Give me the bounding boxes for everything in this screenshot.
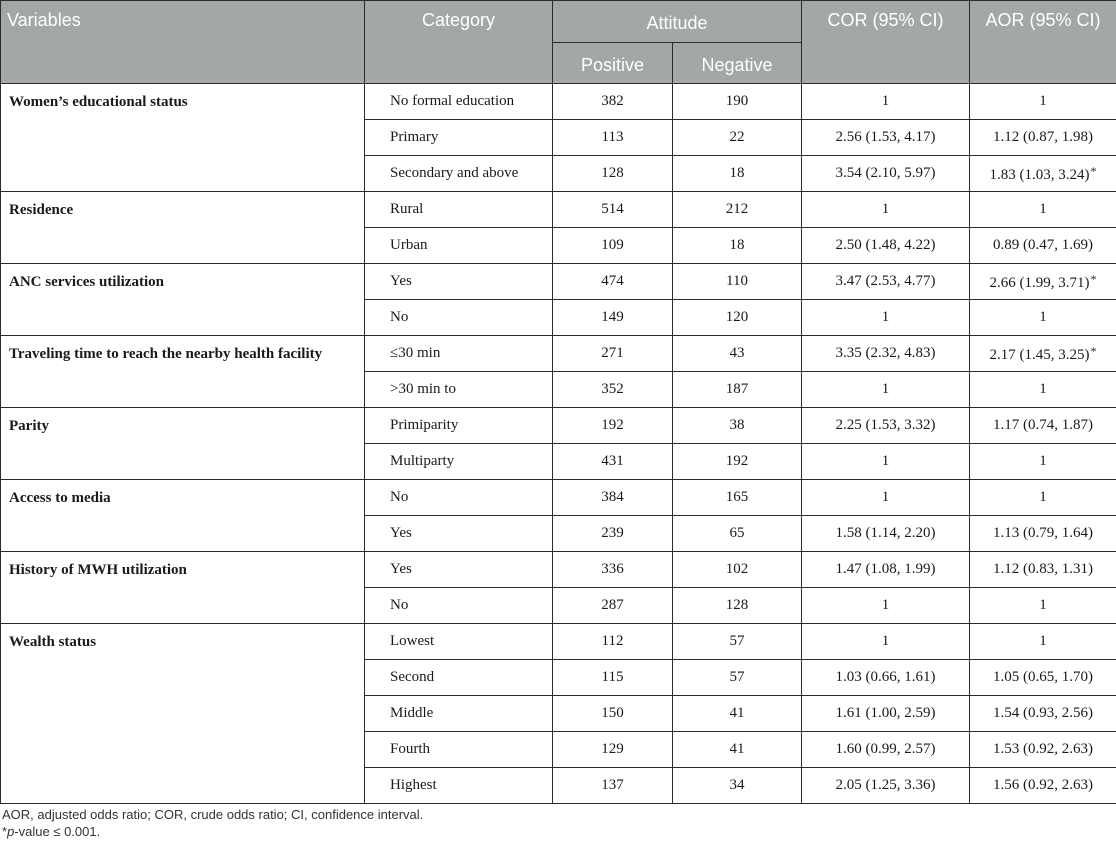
- cor-cell: [802, 120, 970, 156]
- aor-cell-value: 1.53 (0.92, 2.63): [993, 741, 1094, 757]
- cor-cell: [802, 624, 970, 660]
- negative-count-cell-value: 43: [729, 345, 745, 361]
- category-cell: [365, 192, 553, 228]
- positive-count-cell: [553, 444, 673, 480]
- aor-cell-value: 1.12 (0.83, 1.31): [993, 561, 1094, 577]
- aor-cell-value: 1: [1039, 381, 1047, 397]
- positive-count-cell: [553, 84, 673, 120]
- negative-count-cell-value: 41: [729, 705, 745, 721]
- variable-name: ANC services utilization: [1, 264, 365, 336]
- category-cell-value: No formal education: [390, 93, 515, 109]
- category-cell: [365, 84, 553, 120]
- category-cell: [365, 444, 553, 480]
- positive-count-cell-value: 384: [601, 489, 624, 505]
- positive-count-cell: [553, 336, 673, 372]
- negative-count-cell-value: 22: [729, 129, 745, 145]
- variable-name: History of MWH utilization: [1, 552, 365, 624]
- cor-cell-value: 2.56 (1.53, 4.17): [835, 129, 936, 145]
- aor-cell: [970, 372, 1116, 408]
- negative-count-cell: [673, 120, 802, 156]
- negative-count-cell-value: 192: [725, 453, 749, 469]
- category-cell: [365, 768, 553, 804]
- cor-cell: [802, 444, 970, 480]
- cor-cell-value: 1.60 (0.99, 2.57): [835, 741, 936, 757]
- positive-count-cell-value: 137: [601, 777, 624, 793]
- positive-count-cell: [553, 696, 673, 732]
- category-cell: [365, 408, 553, 444]
- cor-cell-value: 3.54 (2.10, 5.97): [835, 165, 936, 181]
- cor-cell: [802, 768, 970, 804]
- positive-count-cell: [553, 660, 673, 696]
- significance-marker: *: [1090, 343, 1097, 358]
- cor-cell: [802, 516, 970, 552]
- positive-count-cell: [553, 732, 673, 768]
- cor-cell-value: 1: [881, 309, 890, 325]
- significance-marker: *: [1090, 163, 1097, 178]
- positive-count-cell-value: 192: [601, 417, 624, 433]
- significance-text: -value ≤ 0.001.: [14, 824, 101, 839]
- positive-count-cell-value: 115: [601, 669, 624, 685]
- negative-count-cell-value: 57: [729, 633, 745, 649]
- negative-count-cell-value: 65: [729, 525, 745, 541]
- category-cell: [365, 228, 553, 264]
- category-cell-value: Lowest: [390, 633, 435, 649]
- aor-cell-value: 1.54 (0.93, 2.56): [993, 705, 1094, 721]
- significance-marker: *: [1090, 271, 1097, 286]
- positive-count-cell: [553, 516, 673, 552]
- aor-cell: [970, 156, 1116, 192]
- variable-name: Women’s educational status: [1, 84, 365, 192]
- negative-count-cell: [673, 768, 802, 804]
- aor-cell: [970, 696, 1116, 732]
- category-cell: [365, 264, 553, 300]
- header-category: Category: [365, 1, 553, 84]
- negative-count-cell: [673, 336, 802, 372]
- category-cell-value: Second: [390, 669, 435, 685]
- positive-count-cell: [553, 768, 673, 804]
- cor-cell-value: 2.05 (1.25, 3.36): [835, 777, 936, 793]
- negative-count-cell: [673, 300, 802, 336]
- header-cor: COR (95% CI): [802, 1, 970, 84]
- cor-cell-value: 1: [881, 201, 890, 217]
- positive-count-cell-value: 382: [601, 93, 624, 109]
- category-cell: [365, 516, 553, 552]
- positive-count-cell: [553, 588, 673, 624]
- positive-count-cell-value: 109: [601, 237, 624, 253]
- category-cell-value: Rural: [390, 201, 424, 217]
- negative-count-cell-value: 187: [725, 381, 749, 397]
- positive-count-cell-value: 239: [601, 525, 624, 541]
- positive-count-cell: [553, 228, 673, 264]
- cor-cell-value: 1: [881, 597, 890, 613]
- aor-cell: [970, 228, 1116, 264]
- variable-name: Parity: [1, 408, 365, 480]
- category-cell-value: Fourth: [390, 741, 431, 757]
- negative-count-cell-value: 41: [729, 741, 745, 757]
- header-attitude: Attitude: [553, 1, 802, 43]
- category-cell-value: No: [390, 597, 409, 613]
- category-cell: [365, 480, 553, 516]
- aor-cell-value: 1: [1039, 597, 1047, 613]
- aor-cell: [970, 480, 1116, 516]
- negative-count-cell: [673, 480, 802, 516]
- negative-count-cell: [673, 192, 802, 228]
- negative-count-cell: [673, 264, 802, 300]
- aor-cell-value: 1.13 (0.79, 1.64): [993, 525, 1094, 541]
- category-cell-value: Multiparty: [390, 453, 455, 469]
- positive-count-cell-value: 336: [601, 561, 624, 577]
- aor-cell: [970, 408, 1116, 444]
- positive-count-cell-value: 113: [601, 129, 624, 145]
- negative-count-cell: [673, 372, 802, 408]
- positive-count-cell-value: 352: [601, 381, 624, 397]
- negative-count-cell-value: 128: [725, 597, 749, 613]
- cor-cell: [802, 408, 970, 444]
- cor-cell-value: 1: [881, 489, 890, 505]
- negative-count-cell: [673, 624, 802, 660]
- category-cell-value: Yes: [390, 561, 412, 577]
- positive-count-cell-value: 431: [601, 453, 624, 469]
- aor-cell: [970, 588, 1116, 624]
- table-row: [1, 552, 1116, 588]
- negative-count-cell: [673, 516, 802, 552]
- aor-cell: [970, 768, 1116, 804]
- category-cell: [365, 732, 553, 768]
- positive-count-cell: [553, 300, 673, 336]
- aor-cell: [970, 300, 1116, 336]
- category-cell: [365, 588, 553, 624]
- positive-count-cell-value: 514: [601, 201, 624, 217]
- positive-count-cell: [553, 372, 673, 408]
- cor-cell: [802, 588, 970, 624]
- positive-count-cell-value: 474: [601, 273, 624, 289]
- negative-count-cell-value: 34: [729, 777, 745, 793]
- negative-count-cell-value: 57: [729, 669, 745, 685]
- table-header: [1, 1, 1116, 84]
- negative-count-cell-value: 110: [726, 273, 748, 289]
- cor-cell-value: 3.47 (2.53, 4.77): [835, 273, 936, 289]
- negative-count-cell-value: 190: [725, 93, 749, 109]
- cor-cell: [802, 660, 970, 696]
- table-body: [1, 84, 1116, 804]
- aor-cell-value: 1.17 (0.74, 1.87): [993, 417, 1094, 433]
- variable-name: Residence: [1, 192, 365, 264]
- category-cell: [365, 696, 553, 732]
- cor-cell-value: 1.58 (1.14, 2.20): [835, 525, 936, 541]
- category-cell-value: Middle: [390, 705, 434, 721]
- negative-count-cell-value: 38: [729, 417, 745, 433]
- positive-count-cell: [553, 552, 673, 588]
- category-cell: [365, 336, 553, 372]
- negative-count-cell-value: 165: [725, 489, 749, 505]
- cor-cell-value: 2.50 (1.48, 4.22): [835, 237, 936, 253]
- table-row: [1, 624, 1116, 660]
- significance-star: *: [2, 824, 8, 839]
- cor-cell: [802, 84, 970, 120]
- cor-cell: [802, 264, 970, 300]
- header-aor: AOR (95% CI): [970, 1, 1116, 84]
- category-cell: [365, 372, 553, 408]
- cor-cell-value: 1.61 (1.00, 2.59): [835, 705, 936, 721]
- negative-count-cell: [673, 408, 802, 444]
- positive-count-cell-value: 150: [601, 705, 624, 721]
- positive-count-cell: [553, 264, 673, 300]
- p-symbol: p: [7, 824, 15, 839]
- category-cell-value: Urban: [390, 237, 428, 253]
- category-cell-value: Highest: [390, 777, 437, 793]
- category-cell: [365, 156, 553, 192]
- positive-count-cell-value: 287: [601, 597, 624, 613]
- aor-cell: [970, 120, 1116, 156]
- table-row: [1, 480, 1116, 516]
- negative-count-cell: [673, 552, 802, 588]
- significance-footnote: [2, 823, 423, 840]
- table-footnotes: [2, 806, 423, 840]
- table-row: [1, 84, 1116, 120]
- header-positive: Positive: [553, 43, 673, 84]
- category-cell: [365, 624, 553, 660]
- positive-count-cell-value: 271: [601, 345, 624, 361]
- aor-cell-value: 1: [1039, 309, 1047, 325]
- positive-count-cell: [553, 192, 673, 228]
- negative-count-cell: [673, 732, 802, 768]
- positive-count-cell-value: 112: [601, 633, 624, 649]
- table-row: [1, 336, 1116, 372]
- aor-cell-value: 1: [1039, 633, 1047, 649]
- aor-cell-value: 1.83 (1.03, 3.24): [989, 166, 1090, 183]
- category-cell-value: Yes: [390, 273, 412, 289]
- positive-count-cell: [553, 408, 673, 444]
- cor-cell: [802, 732, 970, 768]
- positive-count-cell: [553, 480, 673, 516]
- aor-cell: [970, 552, 1116, 588]
- cor-cell-value: 1: [881, 453, 890, 469]
- aor-cell-value: 1: [1039, 93, 1047, 109]
- aor-cell: [970, 732, 1116, 768]
- negative-count-cell: [673, 660, 802, 696]
- cor-cell: [802, 336, 970, 372]
- aor-cell: [970, 264, 1116, 300]
- cor-cell-value: 1: [881, 93, 890, 109]
- aor-cell-value: 1.05 (0.65, 1.70): [993, 669, 1094, 685]
- positive-count-cell: [553, 624, 673, 660]
- cor-cell: [802, 696, 970, 732]
- category-cell-value: Yes: [390, 525, 412, 541]
- cor-cell-value: 1.03 (0.66, 1.61): [835, 669, 936, 685]
- negative-count-cell-value: 102: [725, 561, 749, 577]
- aor-cell: [970, 192, 1116, 228]
- abbreviation-footnote: AOR, adjusted odds ratio; COR, crude odds ratio; CI, confidence interval.: [2, 807, 424, 822]
- negative-count-cell: [673, 444, 802, 480]
- cor-cell: [802, 372, 970, 408]
- variable-name: Access to media: [1, 480, 365, 552]
- category-cell-value: Primiparity: [390, 417, 459, 433]
- cor-cell-value: 3.35 (2.32, 4.83): [835, 345, 936, 361]
- category-cell-value: Primary: [390, 129, 439, 145]
- category-cell-value: No: [390, 489, 409, 505]
- aor-cell-value: 1: [1039, 453, 1047, 469]
- aor-cell-value: 1.12 (0.87, 1.98): [993, 129, 1094, 145]
- positive-count-cell-value: 149: [601, 309, 624, 325]
- aor-cell: [970, 516, 1116, 552]
- header-negative: Negative: [673, 43, 802, 84]
- category-cell: [365, 552, 553, 588]
- cor-cell: [802, 192, 970, 228]
- negative-count-cell: [673, 228, 802, 264]
- category-cell-value: >30 min to: [390, 381, 456, 397]
- negative-count-cell: [673, 696, 802, 732]
- table-row: [1, 264, 1116, 300]
- negative-count-cell-value: 120: [725, 309, 749, 325]
- positive-count-cell-value: 128: [601, 165, 624, 181]
- negative-count-cell-value: 212: [725, 201, 749, 217]
- negative-count-cell: [673, 156, 802, 192]
- category-cell-value: No: [390, 309, 409, 325]
- cor-cell-value: 1.47 (1.08, 1.99): [835, 561, 936, 577]
- aor-cell: [970, 84, 1116, 120]
- aor-cell-value: 2.66 (1.99, 3.71): [989, 274, 1090, 291]
- table-row: [1, 408, 1116, 444]
- aor-cell-value: 1.56 (0.92, 2.63): [993, 777, 1094, 793]
- cor-cell: [802, 552, 970, 588]
- variable-name: Wealth status: [1, 624, 365, 804]
- category-cell: [365, 300, 553, 336]
- negative-count-cell: [673, 588, 802, 624]
- positive-count-cell: [553, 156, 673, 192]
- cor-cell: [802, 480, 970, 516]
- positive-count-cell-value: 129: [601, 741, 624, 757]
- aor-cell-value: 0.89 (0.47, 1.69): [993, 237, 1094, 253]
- category-cell-value: ≤30 min: [390, 345, 441, 361]
- table-row: [1, 192, 1116, 228]
- positive-count-cell: [553, 120, 673, 156]
- cor-cell: [802, 228, 970, 264]
- variable-name: Traveling time to reach the nearby health facility: [1, 336, 365, 408]
- aor-cell-value: 1: [1039, 201, 1047, 217]
- header-variables: Variables: [1, 1, 365, 84]
- aor-cell-value: 1: [1039, 489, 1047, 505]
- negative-count-cell-value: 18: [729, 237, 745, 253]
- aor-cell: [970, 660, 1116, 696]
- negative-count-cell-value: 18: [729, 165, 745, 181]
- negative-count-cell: [673, 84, 802, 120]
- aor-cell: [970, 444, 1116, 480]
- aor-cell: [970, 336, 1116, 372]
- aor-cell: [970, 624, 1116, 660]
- cor-cell-value: 1: [881, 633, 890, 649]
- cor-cell-value: 2.25 (1.53, 3.32): [835, 417, 936, 433]
- cor-cell: [802, 300, 970, 336]
- category-cell-value: Secondary and above: [390, 165, 519, 181]
- category-cell: [365, 660, 553, 696]
- category-cell: [365, 120, 553, 156]
- aor-cell-value: 2.17 (1.45, 3.25): [989, 346, 1090, 363]
- cor-cell: [802, 156, 970, 192]
- cor-cell-value: 1: [881, 381, 890, 397]
